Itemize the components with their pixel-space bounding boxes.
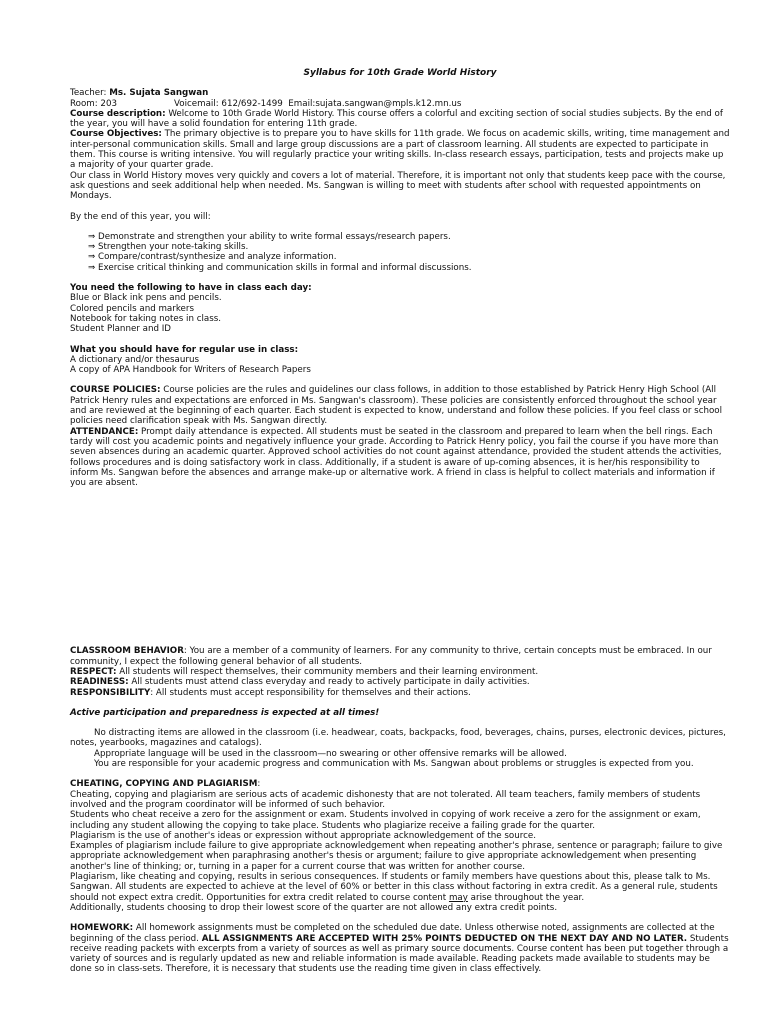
cheating-paragraph: Students who cheat receive a zero for the assignment or exam. Students involved in copying of work receive a zero for the assignment or exam, including any student allowing the copying to take place. Students who plagiarize receive a failing grade for the quarter. bbox=[70, 810, 701, 831]
course-objectives: Course Objectives: The primary objective is to prepare you to have skills for 11th grade. We focus on academic skills, writing, time management and inter-personal communication skills. Small and large group discussions are a part of classroom learning. All students are expected to participate in them. This course is writing intensive. You will regularly practice your writing skills. In-class research essays, participation, tests and projects make up a majority of your quarter grade. bbox=[70, 129, 730, 171]
list-item: ⇒ Compare/contrast/synthesize and analyze information. bbox=[88, 252, 337, 263]
page-title: Syllabus for 10th Grade World History bbox=[303, 68, 497, 78]
cheating-paragraph: Cheating, copying and plagiarism are serious acts of academic dishonesty that are not tolerated. All team teachers, family members of students involved and the program coordinator will be informed of such behavior. bbox=[70, 789, 701, 810]
arrow-bullet-icon: ⇒ bbox=[88, 262, 96, 273]
rule-item: You are responsible for your academic progress and communication with Ms. Sangwan about problems or struggles is expected from you. bbox=[94, 759, 694, 770]
regular-use-heading: What you should have for regular use in class: bbox=[70, 344, 299, 355]
list-item: A dictionary and/or thesaurus bbox=[70, 354, 199, 365]
list-item: Student Planner and ID bbox=[70, 324, 171, 335]
respect: RESPECT: All students will respect themselves, their community members and their learning environment. bbox=[70, 666, 539, 677]
homework: HOMEWORK: All homework assignments must be completed on the scheduled due date. Unless otherwise noted, assignments are collected at the beginning of the class period. ALL ASSIGNMENTS ARE ACCEPTED WITH 25% POINTS DEDUCTED ON THE NEXT DAY AND NO LATER. Students receive reading packets with excerpts from a variety of sources as well as primary source documents. Course content has been put together through a variety of sources and is regularly updated as new and reliable information is made available. Reading packets made available to students may be done so in class-sets. Therefore, it is necessary that students use the reading time given in class effectively. bbox=[70, 923, 729, 975]
readiness: READINESS: All students must attend class everyday and ready to actively participate in daily activities. bbox=[70, 677, 530, 688]
by-end-of-year: By the end of this year, you will: bbox=[70, 211, 211, 222]
arrow-bullet-icon: ⇒ bbox=[88, 252, 96, 263]
cheating-paragraph: Examples of plagiarism include failure to give appropriate acknowledgement when repeating another's phrase, sentence or paragraph; failure to give appropriate acknowledgement when paraphrasing another's thesis or argument; failure to give appropriate acknowledgement when presenting another's line of thinking; or, turning in a paper for a current course that was written for another course. bbox=[70, 841, 723, 872]
active-participation: Active participation and preparedness is expected at all times! bbox=[70, 707, 380, 718]
cheating-paragraph: Plagiarism is the use of another's ideas or expression without appropriate acknowledgement of the source. bbox=[70, 830, 537, 841]
cheating-paragraph: Plagiarism, like cheating and copying, results in serious consequences. If students or family members have questions about this, please talk to Ms. Sangwan. All students are expected to achieve at the level of 60% or better in this class without factoring in extra credit. As a general rule, students should not expect extra credit. Opportunities for extra credit related to course content may arise throughout the year. bbox=[70, 872, 718, 903]
list-item: ⇒ Exercise critical thinking and communication skills in formal and informal discussions. bbox=[88, 262, 472, 273]
contact-row bbox=[70, 99, 730, 109]
need-each-day-heading: You need the following to have in class each day: bbox=[70, 283, 312, 294]
voicemail: Voicemail: 612/692-1499 bbox=[174, 98, 283, 109]
classroom-behavior: CLASSROOM BEHAVIOR: You are a member of a community of learners. For any community to thrive, certain concepts must be embraced. In our community, I expect the following general behavior of all students. bbox=[70, 646, 712, 667]
responsibility: RESPONSIBILITY: All students must accept responsibility for themselves and their actions. bbox=[70, 687, 471, 698]
list-item: ⇒ Strengthen your note-taking skills. bbox=[88, 242, 249, 253]
teacher-line bbox=[70, 88, 730, 98]
list-item: Blue or Black ink pens and pencils. bbox=[70, 293, 222, 304]
syllabus-content bbox=[70, 68, 730, 975]
teacher-name: Ms. Sujata Sangwan bbox=[109, 88, 209, 99]
list-item: Colored pencils and markers bbox=[70, 303, 194, 314]
attendance: ATTENDANCE: Prompt daily attendance is expected. All students must be seated in the classroom and prepared to learn when the bell rings. Each tardy will cost you academic points and negatively influence your grade. According to Patrick Henry policy, you fail the course if you have more than seven absences during an academic quarter. Approved school activities do not count against attendance, provided the student attends the activities, follows procedures and is doing satisfactory work in class. Additionally, if a student is aware of up-coming absences, it is her/his responsibility to inform Ms. Sangwan before the absences and arrange make-up or alternative work. A friend in class is helpful to collect materials and information if you are absent. bbox=[70, 426, 722, 489]
room-number: Room: 203 bbox=[70, 98, 118, 109]
course-description: Course description: Welcome to 10th Grade World History. This course offers a colorful and exciting section of social studies subjects. By the end of the year, you will have a solid foundation for entering 11th grade. bbox=[70, 108, 723, 130]
list-item: Notebook for taking notes in class. bbox=[70, 313, 222, 324]
rule-item: Appropriate language will be used in the classroom—no swearing or other offensive remarks will be allowed. bbox=[94, 748, 567, 759]
email: Email:sujata.sangwan@mpls.k12.mn.us bbox=[288, 98, 462, 109]
rule-item: No distracting items are allowed in the classroom (i.e. headwear, coats, backpacks, food, beverages, chains, purses, electronic devices, pictures, notes, yearbooks, magazines and catalogs). bbox=[70, 728, 726, 749]
cheating-paragraph: Additionally, students choosing to drop their lowest score of the quarter are not allowed any extra credit points. bbox=[70, 902, 558, 913]
course-policies: COURSE POLICIES: Course policies are the rules and guidelines our class follows, in addition to those established by Patrick Henry High School (All Patrick Henry rules and expectations are enforced in Ms. Sangwan's classroom). These policies are consistently enforced throughout the school year and are reviewed at the beginning of each quarter. Each student is expected to know, understand and follow these policies. If you feel class or school policies need clarification speak with Ms. Sangwan directly. bbox=[70, 385, 723, 427]
cheating-heading: CHEATING, COPYING AND PLAGIARISM: bbox=[70, 779, 261, 790]
course-objectives-2: Our class in World History moves very quickly and covers a lot of material. Therefore, it is important not only that students keep pace with the course, ask questions and seek additional help when needed. Ms. Sangwan is willing to meet with students after school with requested appointments on Mondays. bbox=[70, 170, 726, 202]
arrow-bullet-icon: ⇒ bbox=[88, 231, 96, 242]
teacher-label: Teacher: bbox=[70, 88, 110, 99]
arrow-bullet-icon: ⇒ bbox=[88, 242, 96, 253]
list-item: A copy of APA Handbook for Writers of Research Papers bbox=[70, 365, 311, 376]
list-item: ⇒ Demonstrate and strengthen your ability to write formal essays/research papers. bbox=[88, 231, 451, 242]
goals-list bbox=[70, 232, 730, 273]
